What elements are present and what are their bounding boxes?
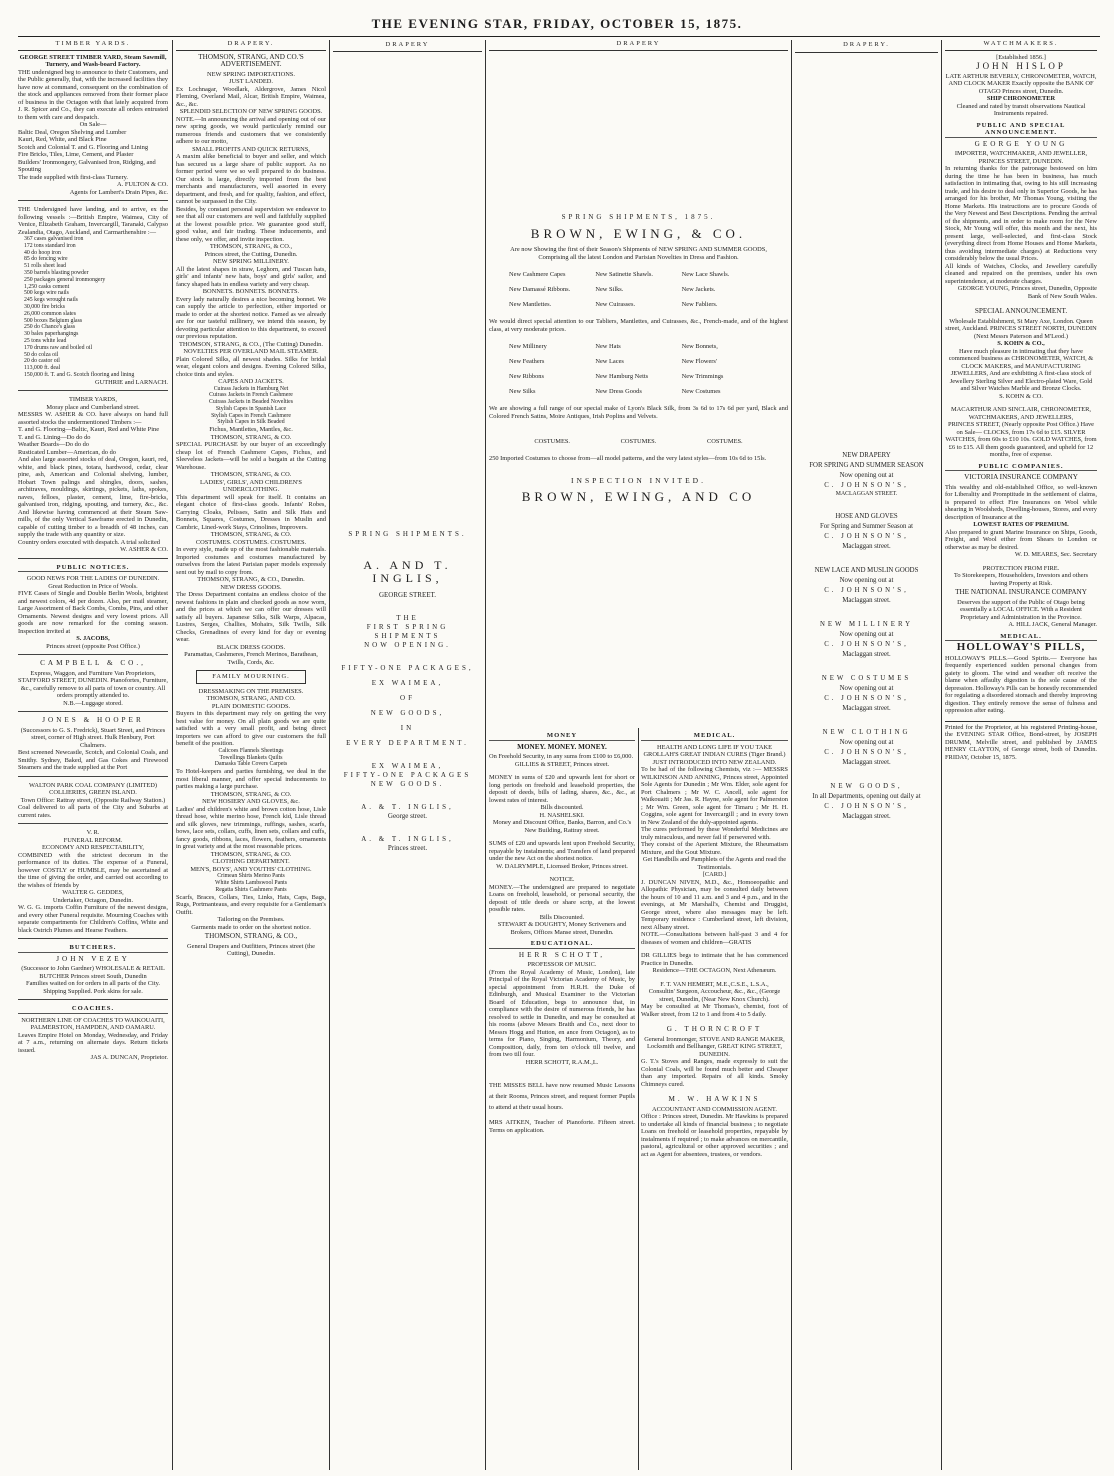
column-heading: DRAPERY xyxy=(333,40,482,52)
advert-vezey: JOHN VEZEY (Successor to John Gardner) WHOLESALE & RETAIL BUTCHER Princes street South, Dunedin Families waited on for orders in all parts of the City. Shipping Supplied. Pork skins for sale. xyxy=(18,956,168,1001)
column-heading: DRAPERY. xyxy=(795,40,938,53)
column-heading: TIMBER YARDS. xyxy=(18,40,168,51)
column-thomson-strang: DRAPERY. THOMSON, STRANG, AND CO.'S ADVERTISEMENT. NEW SPRING IMPORTATIONS. JUST LANDED. Ex Lochnagar, Woodlark, Aldergrove, James Nicol Fleming, Overland Mail, Alcar, British Empire, Waimea, &c., &c. SPLENDID SELECTION OF NEW SPRING GOODS. NOTE.—In announcing the arrival and opening out of our new spring goods, we would particularly remind our numerous friends and customers that we consistently adhere to our motto, SMALL PROFITS AND QUICK RETURNS, A maxim alike beneficial to buyer and seller, and which has secured us a large share of public support. As no former period were we so well prepared to do business. Our stock is large, directly imported from the best merchants and manufacturers, well assorted in every department, and fresh, and for quality, fashion, and effect, cannot be surpassed in the City. Besides, by constant personal supervision we endeavor to see that all our customers are well and faithfully supplied at the lowest possible price. We guarantee good stuff, good value, and fair trading. These inducements, and these only, we offer, and invite inspection. THOMSON, STRANG, & CO., Princes street, the Cutting, Dunedin. NEW SPRING MILLINERY. All the latest shapes in straw, Leghorn, and Tuscan hats, girls' and infants' new hats, boys' and girls' sailor, and fancy shaped hats in endless variety and very cheap. BONNETS. BONNETS. BONNETS. Every lady naturally desires a nice becoming bonnet. We can supply the article to perfection, either imported or made to order at the shortest notice. Famed as we already are for our tasteful millinery, we intend this season, by devoting particular attention to this department, to exceed our previous reputation. THOMSON, STRANG, & CO., (The Cutting) Dunedin. NOVELTIES PER OVERLAND MAIL STEAMER. Plain Colored Silks, all newest shades. Silks for bridal wear, elegant colors and designs. Evening Colored Silks, choice tints and styles. CAPES AND JACKETS. Cuirass Jackets in Hamburg Net Cuirass Jackets in French Cashmere Cuirass Jackets in Beaded Novelties Stylish Capes in Spanish Lace Stylish Capes in French Cashmere Stylish Capes in Silk Beaded Fichus, Mantlettes, Mantles, &c. THOMSON, STRANG, & CO. SPECIAL PURCHASE by our buyer of an exceedingly cheap lot of French Cashmere Capes, Fichus, and Sleeveless Jackets—will be sold a bargain at the Cutting Warehouse. THOMSON, STRANG, & CO. LADIES', GIRLS', AND CHILDREN'S UNDERCLOTHING. This department will speak for itself. It contains an elegant choice of first-class goods. Infants' Robes, Carrying Cloaks, Pelisses, Satin and Silk Hats and Bonnets, Squares, Costumes, Dresses in Muslin and Cambric, Lined-work Stays, Crinolines, Improvers. THOMSON, STRANG, & CO. COSTUMES. COSTUMES. COSTUMES. In every style, made up of the most fashionable materials. Imported costumes and costumes manufactured by ourselves from the latest Parisian paper models expressly sent out by mail to copy from. THOMSON, STRANG, & CO., Dunedin. NEW DRESS GOODS. The Dress Department contains an endless choice of the newest fashions in plain and checked goods as now worn, and the prices at which we can offer our dresses will satisfy all buyers. Japanese Silks, Silk Warps, Alpacas, Lustres, Serges, Challies, Mohairs, Silk Twills, Silk Checks, Grenadines of every kind for day or evening wear. BLACK DRESS GOODS. Paramattas, Cashmeres, French Merinos, Barathean, Twills, Cords, &c. FAMILY MOURNING. DRESSMAKING ON THE PREMISES. THOMSON, STRANG, AND CO. PLAIN DOMESTIC GOODS. Buyers in this department may rely on getting the very best value for money. On all plain goods we are quite satisfied with a very small profit, and being direct importers we can afford to give our customers the full benefit of the position. Calicoes Flannels Sheetings Towellings Blankets Quilts Damasks Table Covers Carpets To Hotel-keepers and parties furnishing, we deal in the most liberal manner, and offer special inducements to parties making a large purchase. THOMSON, STRANG, & CO. NEW HOSIERY AND GLOVES, &c. Ladies' and children's white and brown cotton hose, Lisle thread hose, white merino hose, French kid, Lisle thread and silk gloves, new trimmings, ruffings, sashes, scarfs, bows, lace sets, collars, cuffs, linen sets, collars and cuffs, fancy goods, ribbons, laces, flowers, feathers, ornaments in great variety and at the most reasonable prices. THOMSON, STRANG, & CO. CLOTHING DEPARTMENT. MEN'S, BOYS', AND YOUTHS' CLOTHING. Crimean Shirts Merino Pants White Shirts Lambswool Pants Regatta Shirts Cashmere Pants Scarfs, Braces, Collars, Ties, Links, Hats, Caps, Bags, Rugs, Portmanteaus, and every requisite for a Gentleman's Outfit. Tailoring on the Premises. Garments made to order on the shortest notice. THOMSON, STRANG, & CO., General Drapers and Outfitters, Princes street (the Cutting), Dunedin. xyxy=(176,40,326,958)
family-mourning-box: FAMILY MOURNING. xyxy=(196,670,306,684)
column-heading: DRAPERY xyxy=(489,40,788,51)
column-watchmakers: WATCHMAKERS. [Established 1856.] JOHN HISLOP LATE ARTHUR BEVERLY, CHRONOMETER, WATCH, AND CLOCK MAKER Exactly opposite the BANK OF OTAGO Princes street, Dunedin. SHIP CHRONOMETER Cleaned and rated by transit observations Nautical Instruments repaired. PUBLIC AND SPECIAL ANNOUNCEMENT. GEORGE YOUNG IMPORTER, WATCHMAKER, AND JEWELLER, PRINCES STREET, DUNEDIN. In returning thanks for the patronage bestowed on him during the time he has been in business, has much satisfaction in intimating that, owing to his still increasing trade, and his desire to deal only in Superior Goods, he has arranged for his brother, Mr Thomas Young, visiting the Home Markets. His instructions are to procure Goods of the Very Newest and Best Descriptions. Pending the arrival of the shipments, and in order to make room for the New Stock, Mr Young will offer, this month and the next, his present large, well-selected, and first-class Stock (everything direct from Home Houses and Home Markets, thus avoiding intermediate charges) at Reductions very considerably below the usual Prices. All kinds of Watches, Clocks, and Jewellery carefully cleaned and repaired on the premises, under his own superintendence, at moderate charges. GEORGE YOUNG, Princes street, Dunedin, Opposite Bank of New South Wales. SPECIAL ANNOUNCEMENT. Wholesale Establishment, St Mary Axe, London. Queen street, Auckland. PRINCES STREET NORTH, DUNEDIN (Next Messrs Paterson and M'Leod.) S. KOHN & CO., Have much pleasure in intimating that they have commenced business as CHRONOMETER, WATCH, & CLOCK MAKERS, and MANUFACTURING JEWELLERS, And are exhibiting A first-class stock of Jewellery Sterling Silver and Electro-plated Ware, Gold and Silver Watches Marble and Bronze Clocks. S. KOHN & CO. MACARTHUR AND SINCLAIR, CHRONOMETER, WATCHMAKERS, AND JEWELLERS, PRINCES STREET, (Nearly opposite Post Office.) Have on Sale— CLOCKS, from 17s 6d to £15. SILVER WATCHES, from 60s to £10 10s. GOLD WATCHES, from £6 to £15. All them goods guaranteed, and upheld for 12 months, free of expense. PUBLIC COMPANIES. VICTORIA INSURANCE COMPANY This wealthy and old-established Office, so well-known for Liberality and Promptitude in the settlement of claims, is prepared to effect Fire Insurances on Wool while shearing in Woolsheds, Dwelling-houses, Stores, and every description of Insurance at the LOWEST RATES OF PREMIUM. Also prepared to grant Marine Insurance on Ships, Goods, Freight, and Wool either from Shears to London or otherwise as may be desired. W. D. MEARES, Sec. Secretary PROTECTION FROM FIRE. To Storekeepers, Householders, Investors and others having Property at Risk. THE NATIONAL INSURANCE COMPANY Deserves the support of the Public of Otago being essentially a LOCAL OFFICE. With a Resident Proprietary and Administration in the Province. A. HILL JACK, General Manager. MEDICAL. HOLLOWAY'S PILLS, HOLLOWAY'S PILLS.—Good Spirits.— Everyone has frequently experienced sudden personal changes from gaiety to gloom. The wind and weather oft receive the blame when affaulty digestion is the sole cause of the depression. Holloway's Pills can be honestly recommended for regulating a disordered stomach and thereby improving digestion. They entirely remove the sense of fulness and oppression after eating. Printed for the Proprietor, at his registered Printing-house, the EVENING STAR Office, Bond-street, by JOSEPH DRUMM, Melville street, and published by JAMES HENRY CLAYTON, of George street, both of Dunedin. FRIDAY, October 15, 1875. xyxy=(945,40,1097,761)
advert-jones-hooper: JONES & HOOPER (Successors to G. S. Fredrick), Stuart Street, and Princes street, corner of High street. Hulk Henbury, Port Chalmers. Best screened Newcastle, Scotch, and Colonial Coals, and Smithy. Sydney, Baked, and Gas Cokes and Firewood Steamers and the trade supplied at the Port xyxy=(18,717,168,777)
section-heading: COACHES. xyxy=(18,1005,168,1014)
advert-campbell: CAMPBELL & CO., Express, Waggon, and Furniture Van Proprietors, STAFFORD STREET, DUNEDIN. Pianofortes, Furniture, &c., carefully remove to all parts of town or country. All orders promptly attended to. N.B.—Luggage stored. xyxy=(18,660,168,712)
medical-column: MEDICAL. HEALTH AND LONG LIFE IF YOU TAKE GROLLAH'S GREAT INDIAN CURES (Tiger Brand.) JUST INTRODUCED INTO NEW ZEALAND. To be had of the following Chemists, viz :— MESSRS WILKINSON AND ANNING, Princes street, Appointed Sole Agents for Dunedin ; Mr Wm. Elder, sole agent for Port Chalmers ; Mr W. C. Ancell, sole agent for Waikouaiti ; Mr Jas. R. Hayne, sole agent for Palmerston ; Mr Wm. Green, sole agent for Timaru ; Mr H. H. Coggins, sole agent for Invercargill ; and in every town in New Zealand of the duly-appointed agents. The cures performed by these Wonderful Medicines are truly miraculous, and never fail if persevered with. They consist of the Aperient Mixture, the Rheumatism Mixture, and the Gout Mixture. Get Handbills and Pamphlets of the Agents and read the Testimonials. [CARD.] J. DUNCAN NIVEN, M.D., &c., Homoeopathic and Allopathic Physician, may be consulted daily between the hours of 10 and 11 a.m. and 3 and 4 p.m., and in the evenings, at Mr Marshall's, Chemist and Druggist, George street, where also messages may be left. Temporary residence : Cumberland street, left division, next Albany street. NOTE.—Consultations between half-past 3 and 4 for diseases of women and children—GRATIS DR GILLIES begs to intimate that he has commenced Practice in Dunedin. Residence—THE OCTAGON, Next Athenæum. F. T. VAN HEMERT, M.E.,C.S.E., L.S.A., Consultin' Surgeon, Accoucheur, &c., &c., (George street, Dunedin, (Near New Knox Church). May be consulted at Mr Thomas's, chemist, foot of Walker street, from 12 to 1 and from 4 to 5 daily. G. THORNCROFT General Ironmonger, STOVE AND RANGE MAKER, Locksmith and Bellhanger, GREAT KING STREET, DUNEDIN. G. T.'s Stoves and Ranges, made expressly to suit the Colonial Coals, will be found much better and Cheaper than any imported. Repairs of all kinds. Smoky Chimneys cured. M. W. HAWKINS ACCOUNTANT AND COMMISSION AGENT. Office : Princes street, Dunedin. Mr Hawkins is prepared to undertake all kinds of financial business ; to negotiate Loans on freehold or leasehold properties, repayable by instalments if required ; to make advances on mercantile, pastoral, agricultural or other approved securities ; and act as Agent for absentees, trustees, or vendors. xyxy=(641,732,788,1158)
column-divider xyxy=(329,40,330,1470)
item-grid-1: New Cashmere Capes New Satinette Shawls. New Lace Shawls. New Damassé Ribbons. New Silks. New Jackets. New Mantlettes. New Cuirasses. New Fabliers. xyxy=(509,271,730,308)
column-johnson: DRAPERY. NEW DRAPERY FOR SPRING AND SUMMER SEASON Now opening out at C. JOHNSON'S, MACLAGGAN STREET. HOSE AND GLOVES For Spring and Summer Season at C. JOHNSON'S, Maclaggan street. NEW LACE AND MUSLIN GOODS Now opening out at C. JOHNSON'S, Maclaggan street. NEW MILLINERY Now opening out at C. JOHNSON'S, Maclaggan street. NEW COSTUMES Now opening out at C. JOHNSON'S, Maclaggan street. NEW CLOTHING Now opening out at C. JOHNSON'S, Maclaggan street. NEW GOODS, In all Departments, opening out daily at C. JOHNSON'S, Maclaggan street. xyxy=(795,40,938,1470)
section-heading: PUBLIC NOTICES. xyxy=(18,564,168,573)
column-divider xyxy=(941,40,942,1470)
column-heading: WATCHMAKERS. xyxy=(945,40,1097,51)
column-divider xyxy=(485,40,486,1470)
imprint: Printed for the Proprietor, at his registered Printing-house, the EVENING STAR Office, Bond-street, by JOSEPH DRUMM, Melville street, and published by JAMES HENRY CLAYTON, of George street, both of Dunedin. FRIDAY, October 15, 1875. xyxy=(945,721,1097,762)
advert-walton-park: WALTON PARK COAL COMPANY (LIMITED) COLLIERIES, GREEN ISLAND. Town Office: Rattray street, (Opposite Railway Station.) Coal delivered to all parts of the City and Suburbs at current rates. xyxy=(18,782,168,825)
section-heading: BUTCHERS. xyxy=(18,944,168,953)
costumes-row: COSTUMES. COSTUMES. COSTUMES. xyxy=(534,438,743,445)
money-column: MONEY MONEY. MONEY. MONEY. On Freehold Security, in any sums from £100 to £6,000. GILLIES & STREET, Princes street. MONEY in sums of £20 and upwards lent for short or long periods on freehold and leasehold properties, the deposit of deeds, bills of lading, shares, &c., &c., at lowest rates of interest. Bills discounted. H. NASHELSKI. Money and Discount Office, Banks, Barron, and Co.'s New Building, Rattray street. SUMS of £20 and upwards lent upon Freehold Security, repayable by instalments; and Transfers of land prepared under the new Act on the shortest notice. W. DALRYMPLE, Licensed Broker, Princes street. NOTICE. MONEY.—The undersigned are prepared to negotiate Loans on freehold, leasehold, or personal security, the deposit of title deeds or share scrip, at the lowest possible rates. Bills Discounted. STEWART & DOUGHTY, Money Scriveners and Brokers, Offices Manse street, Dunedin. EDUCATIONAL. HERR SCHOTT, PROFESSOR OF MUSIC. (From the Royal Academy of Music, London), late Principal of the Royal Victorian Academy of Music, by special appointment from H.R.H. the Duke of Edinburgh, and Musical Examiner to the Victorian Board of Education, begs to announce that, in compliance with the desire of numerous friends, he has resolved to settle in Dunedin, and may be consulted at his rooms (above Messrs Braith and Co., next door to Messrs Hogg and Hutton, en ance from Octagon), as to terms for Piano, Singing, Harmonium, Theory, and Composition, daily, from ten o'clock till twelve, and from two till four. HERR SCHOTT, R.A.M.,L. THE MISSES BELL have now resumed Music Lessons at their Rooms, Princes street, and request former Pupils to attend at their usual hours. MRS AITKEN, Teacher of Pianoforte. Fifteen street. Terms on application. xyxy=(489,732,635,1134)
column-divider xyxy=(791,40,792,1470)
advert-asher: TIMBER YARDS, Moray place and Cumberland street. MESSRS W. ASHER & CO. have always on hand full assorted stocks the undermentioned Timbers :— T. and G. Flooring—Baltic, Kauri, Red and White Pine T. and G. Lining—Do do do Weather Boards—Do do do Rusticated Lumber—American, do do And also large assorted stocks of deal, Oregon, kauri, red, white, and black pines, totara, hardwood, cedar, clear pine, ash, American and Colonial shelving, lumber, Hobart Town palings and shingles, doors, sashes, architraves, mouldings, skirtings, pickets, laths, spokes, naves, felloes, plaster, cement, lime, fire-bricks, galvanised iron, ridging, spouting, and turnery, &c., &c. And likewise having commenced at their Steam Saw-mills, of the only Vertical Sawframe erected in Dunedin, capable of cutting timber to a breadth of 48 inches, can supply the trade with any quantity or size. Country orders executed with despatch. A trial solicited W. ASHER & CO. xyxy=(18,396,168,559)
advert-jacobs: GOOD NEWS FOR THE LADIES OF DUNEDIN. Great Reduction in Price of Wools. FIVE Cases of Single and Double Berlin Wools, brightest and newest colors, 4d per dozen. Also, per mail steamer, Large Assortment of Back Combs, Combs, Pins, and other Ornaments. Newest designs and very lowest prices. All goods are now remarked for the coming season. Inspection invited at S. JACOBS, Princes street (opposite Post Office.) xyxy=(18,575,168,655)
column-heading: DRAPERY. xyxy=(176,40,326,51)
column-divider xyxy=(172,40,173,1470)
masthead-rule xyxy=(18,36,1100,37)
column-divider xyxy=(638,728,639,1470)
advert-guthrie: THE Undersigned have landing, and to arrive, ex the following vessels :—British Empire, Waimea, City of Venice, Elizabeth Graham, Invercargill, Taranaki, Calypso Zealandia, Otago, Auckland, and Carmarthenshire :— 367 cases galvanised iron 172 tons standard iron 40 do hoop iron 85 do fencing wire 51 rolls sheet lead 350 barrels blasting powder 250 packages general ironmongery 1,250 casks cement 500 kegs wire nails 245 kegs wrought nails 30,000 fire bricks 26,000 common slates 500 boxes Belgium glass 250 do Chance's glass 30 bales paperhangings 25 tons white lead 170 drums raw and boiled oil 50 do colza oil 20 do castor oil 113,000 ft. deal 150,000 ft. T. and G. Scotch flooring and lining GUTHRIE and LARNACH. xyxy=(18,206,168,391)
advert-fulton: GEORGE STREET TIMBER YARD, Steam Sawmill, Turnery, and Wash-board Factory. THE undersigned beg to announce to their Customers, and the Public generally, that, with the increased facilities they have now at command, consequent on the combination of the stock and appliances removed from their former place of business in the Octagon with that lately acquired from J. R. Spicer and Co., they can execute all orders entrusted to them with care and despatch. On Sale— Baltic Deal, Oregon Shelving and Lumber Kauri, Red, White, and Black Pine Scotch and Colonial T. and G. Flooring and Lining Fire Bricks, Tiles, Lime, Cement, and Plaster Builders' Ironmongery, Galvanised Iron, Ridging, and Spouting The trade supplied with first-class Turnery. A. FULTON & CO. Agents for Lambert's Drain Pipes, &c. xyxy=(18,54,168,202)
column-timber-yards xyxy=(18,40,168,1470)
advert-duncan-coaches: NORTHERN LINE OF COACHES TO WAIKOUAITI, PALMERSTON, HAMPDEN, AND OAMARU. Leaves Empire Hotel on Monday, Wednesday, and Friday at 7 a.m., returning on alternate days. Return tickets issued. JAS A. DUNCAN, Proprietor. xyxy=(18,1016,168,1062)
item-grid-2: New Millinery New Hats New Bonnets, New Feathers New Laces New Flowers' New Ribbons New Hamburg Netts New Trimmings New Silks New Dress Goods New Costumes xyxy=(509,343,724,395)
masthead: THE EVENING STAR, FRIDAY, OCTOBER 15, 1875. xyxy=(371,16,743,31)
column-inglis: DRAPERY SPRING SHIPMENTS. A. AND T. INGLIS, GEORGE STREET. THE FIRST SPRING SHIPMENTS NOW OPENING. FIFTY-ONE PACKAGES, EX WAIMEA, OF NEW GOODS, IN EVERY DEPARTMENT. EX WAIMEA, FIFTY-ONE PACKAGES NEW GOODS. A. & T. INGLIS, George street. A. & T. INGLIS, Princes street. xyxy=(333,40,482,1470)
column-brown-ewing: DRAPERY SPRING SHIPMENTS, 1875. BROWN, EWING, & CO. Are now Showing the first of their Season's Shipments of NEW SPRING AND SUMMER GOODS, Comprising all the latest London and Parisian Novelties in Dress and Fashion. New Cashmere Capes New Satinette Shawls. New Lace Shawls. New Damassé Ribbons. New Silks. New Jackets. New Mantlettes. New Cuirasses. New Fabliers. We would direct special attention to our Tabliers, Mantlettes, and Cuirasses, &c., French-made, and of the highest class, at very moderate prices. New Millinery New Hats New Bonnets, New Feathers New Laces New Flowers' New Ribbons New Hamburg Netts New Trimmings New Silks New Dress Goods New Costumes We are showing a full range of our special make of Lyon's Black Silk, from 3s 6d to 17s 6d per yard, Black and Colored French Satins, Moire Antiques, Irish Poplins and Velvets. COSTUMES. COSTUMES. COSTUMES. 250 Imported Costumes to choose from—all model patterns, and the very latest styles—from 10s 6d to 15ls. INSPECTION INVITED. BROWN, EWING, AND CO MONEY MONEY. MONEY. MONEY. On Freehold Security, in any sums from £100 to £6,000. GILLIES & STREET, Princes street. MONEY in sums of £20 and upwards lent for short or long periods on freehold and leasehold properties, the deposit of deeds, bills of lading, shares, &c., &c., at lowest rates of interest. Bills discounted. H. NASHELSKI. Money and Discount Office, Banks, Barron, and Co.'s New Building, Rattray street. SUMS of £20 and upwards lent upon Freehold Security, repayable by instalments; and Transfers of land prepared under the new Act on the shortest notice. W. DALRYMPLE, Licensed Broker, Princes street. NOTICE. MONEY.—The undersigned are prepared to negotiate Loans on freehold, leasehold, or personal security, the deposit of title deeds or share scrip, at the lowest possible rates. Bills Discounted. STEWART & DOUGHTY, Money Scriveners and Brokers, Offices Manse street, Dunedin. EDUCATIONAL. HERR SCHOTT, PROFESSOR OF MUSIC. (From the Royal Academy of Music, London), late Principal of the Royal Victorian Academy of Music, by special appointment from H.R.H. the Duke of Edinburgh, and Musical Examiner to the Victorian Board of Education, begs to announce that, in compliance with the desire of numerous friends, he has resolved to settle in Dunedin, and may be consulted at his rooms (above Messrs Braith and Co., next door to Messrs Hogg and Hutton, en ance from Octagon), as to terms for Piano, Singing, Harmonium, Theory, and Composition, daily, from ten o'clock till twelve, and from two till four. HERR SCHOTT, R.A.M.,L. THE MISSES BELL have now resumed Music Lessons at their Rooms, Princes street, and request former Pupils to attend at their usual hours. MRS AITKEN, Teacher of Pianoforte. Fifteen street. Terms on application. MEDICAL. HEALTH AND LONG LIFE IF YOU TAKE GROLLAH'S GREAT INDIAN CURES (Tiger Brand.) JUST INTRODUCED INTO NEW ZEALAND. To be had of the following Chemists, viz :— MESSRS WILKINSON AND ANNING, Princes street, Appointed Sole Agents for Dunedin ; Mr Wm. Elder, sole agent for Port Chalmers ; Mr W. C. Ancell, sole agent for Waikouaiti ; Mr Jas. R. Hayne, sole agent for Palmerston ; Mr Wm. Green, sole agent for Timaru ; Mr H. H. Coggins, sole agent for Invercargill ; and in every town in New Zealand of the duly-appointed agents. The cures performed by these Wonderful Medicines are truly miraculous, and never fail if persevered with. They consist of the Aperient Mixture, the Rheumatism Mixture, and the Gout Mixture. Get Handbills and Pamphlets of the Agents and read the Testimonials. [CARD.] J. DUNCAN NIVEN, M.D., &c., Homoeopathic and Allopathic Physician, may be consulted daily between the hours of 10 and 11 a.m. and 3 and 4 p.m., and in the evenings, at Mr Marshall's, Chemist and Druggist, George street, where also messages may be left. Temporary residence : Cumberland street, left division, next Albany street. NOTE.—Consultations between half-past 3 and 4 for diseases of women and children—GRATIS DR GILLIES begs to intimate that he has commenced Practice in Dunedin. Residence—THE OCTAGON, Next Athenæum. F. T. VAN HEMERT, M.E.,C.S.E., L.S.A., Consultin' Surgeon, Accoucheur, &c., &c., (George street, Dunedin, (Near New Knox Church). May be consulted at Mr Thomas's, chemist, foot of Walker street, from 12 to 1 and from 4 to 5 daily. G. THORNCROFT General Ironmonger, STOVE AND RANGE MAKER, Locksmith and Bellhanger, GREAT KING STREET, DUNEDIN. G. T.'s Stoves and Ranges, made expressly to suit the Colonial Coals, will be found much better and Cheaper than any imported. Repairs of all kinds. Smoky Chimneys cured. M. W. HAWKINS ACCOUNTANT AND COMMISSION AGENT. Office : Princes street, Dunedin. Mr Hawkins is prepared to undertake all kinds of financial business ; to negotiate Loans on freehold or leasehold properties, repayable by instalments if required ; to make advances on mercantile, pastoral, agricultural or other approved securities ; and act as Agent for absentees, trustees, or vendors. xyxy=(489,40,788,1158)
advert-geddes: V. R. FUNERAL REFORM. ECONOMY AND RESPECTABILITY, COMBINED with the strictest decorum in the performance of its duties. The expense of a Funeral, however COSTLY or HUMBLE, may be ascertained at the time of giving the order, and carried out according to the wishes of friends by WALTER G. GEDDES, Undertaker, Octagon, Dunedin. W. G. G. imports Coffin Furniture of the newest designs, and every other Funeral requisite. Mourning Coaches with separate compartments for Children's Coffins, White and black Ostrich Plumes and Hearse Feathers. xyxy=(18,829,168,939)
